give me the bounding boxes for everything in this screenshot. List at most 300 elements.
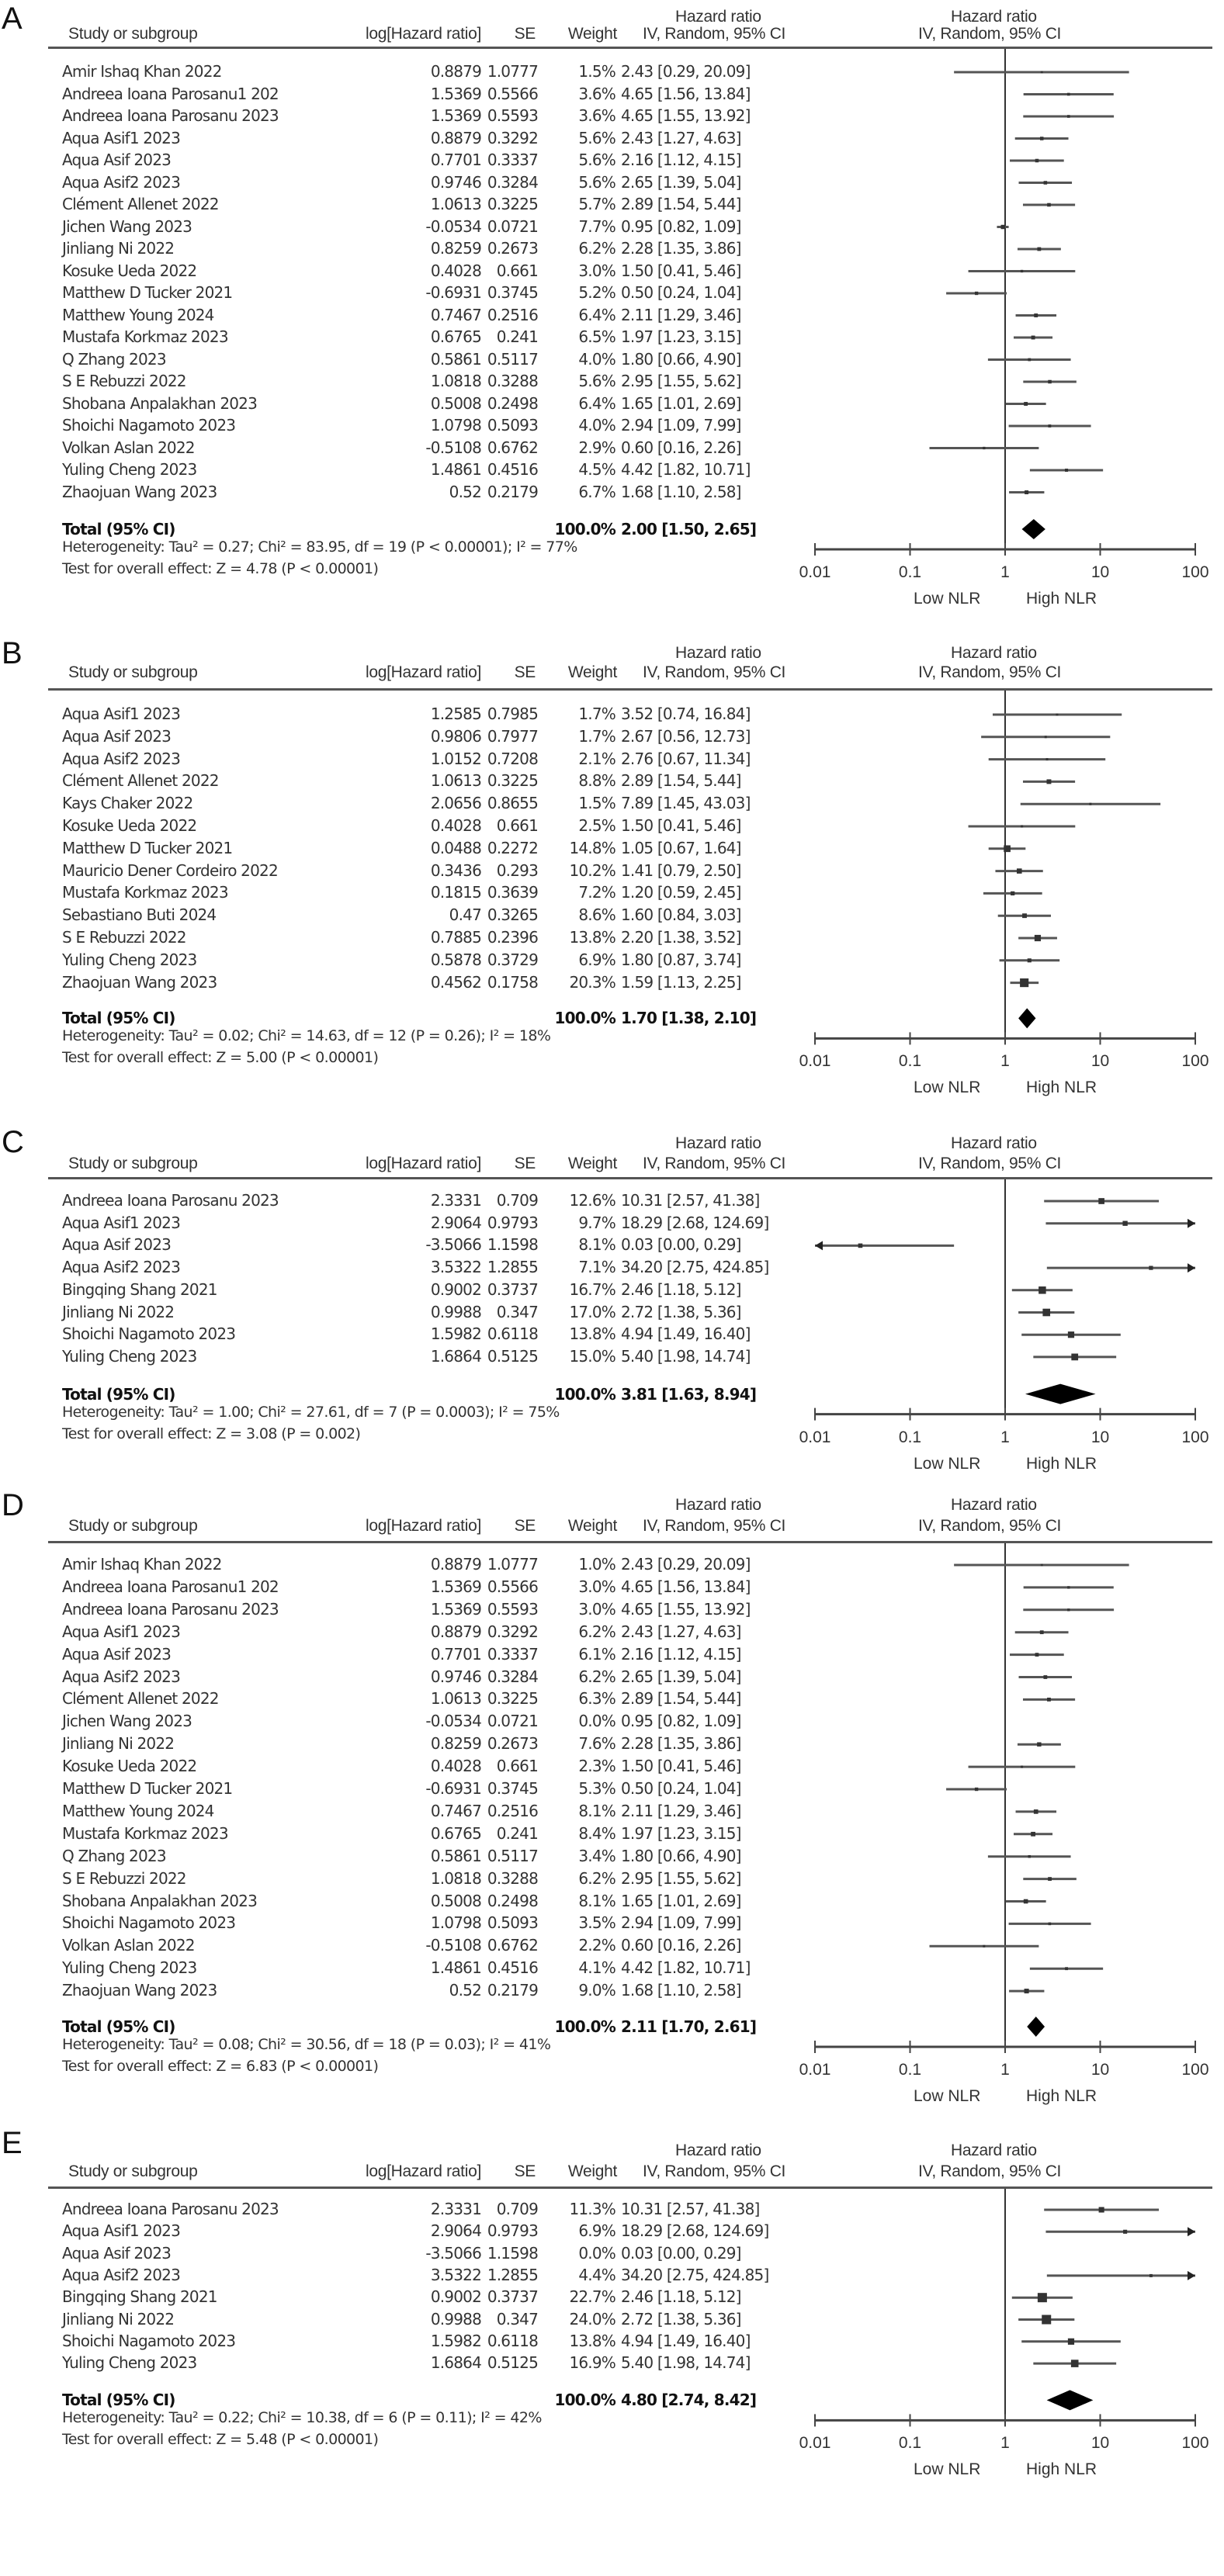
point-estimate: [1049, 1923, 1052, 1926]
study-ci: 2.11 [1.29, 3.46]: [621, 1801, 741, 1820]
study-loghr: -0.0534: [425, 216, 481, 236]
study-loghr: 0.8879: [430, 1622, 481, 1641]
overall-effect-text: Test for overall effect: Z = 4.78 (P < 0.00001): [62, 560, 379, 577]
study-weight: 0.0%: [578, 2243, 615, 2263]
study-weight: 6.2%: [578, 1868, 615, 1888]
header-hr-2: IV, Random, 95% CI: [643, 1517, 786, 1535]
total-label: Total (95% CI): [62, 1009, 175, 1028]
study-weight: 9.7%: [578, 1213, 615, 1232]
x-tick-label: 10: [1091, 1428, 1110, 1446]
study-weight: 15.0%: [569, 1346, 615, 1366]
study-name: Shoichi Nagamoto 2023: [62, 1913, 236, 1933]
heterogeneity-text: Heterogeneity: Tau² = 0.02; Chi² = 14.63, df = 12 (P = 0.26); I² = 18%: [62, 1027, 551, 1045]
study-loghr: 0.1815: [430, 883, 481, 902]
point-estimate: [1041, 71, 1043, 74]
header-plot-2: IV, Random, 95% CI: [918, 663, 1062, 681]
study-loghr: 1.0613: [430, 195, 481, 213]
study-loghr: 0.5861: [430, 349, 481, 369]
point-estimate: [1040, 1630, 1044, 1634]
study-ci: 2.46 [1.18, 5.12]: [621, 2287, 741, 2307]
header-hr-1: Hazard ratio: [675, 2141, 761, 2159]
point-estimate: [1035, 935, 1041, 941]
study-weight: 6.5%: [578, 327, 615, 346]
study-name: Andreea Ioana Parosanu 2023: [62, 1599, 279, 1619]
study-loghr: 0.3436: [430, 860, 481, 880]
point-estimate: [1067, 1608, 1070, 1611]
study-name: Jinliang Ni 2022: [62, 1302, 175, 1321]
study-loghr: 0.9988: [430, 1302, 481, 1321]
study-weight: 1.0%: [578, 1555, 615, 1574]
study-ci: 1.50 [0.41, 5.46]: [621, 261, 741, 280]
study-se: 0.6118: [487, 2331, 538, 2350]
study-loghr: 1.0798: [430, 1913, 481, 1933]
study-ci: 1.50 [0.41, 5.46]: [621, 816, 741, 835]
study-weight: 17.0%: [569, 1302, 615, 1321]
point-estimate: [1046, 758, 1049, 760]
study-name: Shobana Anpalakhan 2023: [62, 393, 258, 413]
study-name: Shobana Anpalakhan 2023: [62, 1891, 258, 1910]
study-se: 0.661: [496, 1757, 538, 1776]
study-loghr: 1.5369: [430, 84, 481, 103]
favours-left-label: Low NLR: [914, 2087, 981, 2105]
study-se: 0.2179: [487, 482, 538, 501]
study-loghr: 1.0613: [430, 1689, 481, 1709]
study-ci: 18.29 [2.68, 124.69]: [621, 2221, 769, 2241]
study-loghr: 1.5369: [430, 1577, 481, 1596]
study-se: 0.0721: [487, 216, 538, 236]
total-label: Total (95% CI): [62, 1384, 175, 1404]
x-tick-label: 1: [1000, 2061, 1010, 2079]
study-loghr: 0.7467: [430, 305, 481, 324]
study-name: S E Rebuzzi 2022: [62, 372, 186, 390]
point-estimate: [1011, 892, 1014, 895]
header-loghr: log[Hazard ratio]: [366, 2162, 481, 2180]
study-se: 0.3225: [487, 195, 538, 213]
study-ci: 2.28 [1.35, 3.86]: [621, 1734, 741, 1754]
study-ci: 4.65 [1.55, 13.92]: [621, 106, 751, 125]
point-estimate: [1037, 248, 1041, 251]
study-name: Aqua Asif 2023: [62, 1644, 172, 1664]
study-ci: 1.65 [1.01, 2.69]: [621, 1891, 741, 1910]
study-name: Kosuke Ueda 2022: [62, 1757, 197, 1776]
total-weight: 100.0%: [554, 2391, 615, 2410]
study-loghr: 2.9064: [430, 2221, 481, 2241]
study-se: 0.6118: [487, 1324, 538, 1344]
study-ci: 4.65 [1.56, 13.84]: [621, 1577, 751, 1596]
study-name: Matthew Young 2024: [62, 1801, 214, 1820]
study-se: 0.3284: [487, 1667, 538, 1686]
study-ci: 1.68 [1.10, 2.58]: [621, 482, 741, 501]
study-name: Jinliang Ni 2022: [62, 1734, 175, 1754]
study-weight: 12.6%: [569, 1191, 615, 1210]
study-name: Bingqing Shang 2021: [62, 2287, 217, 2307]
total-weight: 100.0%: [554, 2017, 615, 2036]
study-se: 0.5117: [487, 1846, 538, 1865]
point-estimate: [1043, 1675, 1047, 1679]
study-loghr: -0.6931: [425, 283, 481, 302]
header-loghr: log[Hazard ratio]: [366, 663, 481, 681]
x-tick-label: 100: [1181, 1052, 1209, 1071]
study-loghr: 1.6864: [430, 2353, 481, 2373]
x-tick-label: 0.01: [799, 1428, 831, 1446]
point-estimate: [1149, 2274, 1153, 2277]
study-weight: 2.5%: [578, 816, 615, 835]
point-estimate: [1021, 270, 1023, 272]
study-se: 1.0777: [487, 62, 538, 81]
point-estimate: [1067, 115, 1070, 118]
total-label: Total (95% CI): [62, 2017, 175, 2036]
total-ci: 2.11 [1.70, 2.61]: [621, 2017, 757, 2036]
forest-panel-e: [0, 2079, 1224, 2576]
study-name: Matthew D Tucker 2021: [62, 1779, 233, 1798]
study-name: Q Zhang 2023: [62, 349, 166, 369]
arrow-right-icon: [1188, 2271, 1195, 2280]
total-ci: 4.80 [2.74, 8.42]: [621, 2391, 757, 2410]
study-se: 0.661: [496, 816, 538, 835]
study-name: Aqua Asif1 2023: [62, 2221, 180, 2241]
header-study: Study or subgroup: [68, 1155, 198, 1172]
total-label: Total (95% CI): [62, 520, 175, 538]
study-weight: 11.3%: [569, 2200, 615, 2218]
study-ci: 2.76 [0.67, 11.34]: [621, 749, 751, 768]
study-ci: 1.60 [0.84, 3.03]: [621, 905, 741, 925]
header-plot-1: Hazard ratio: [951, 1134, 1037, 1152]
study-loghr: -0.0534: [425, 1712, 481, 1731]
study-se: 0.9793: [487, 2221, 538, 2241]
study-ci: 1.97 [1.23, 3.15]: [621, 1823, 741, 1843]
study-weight: 7.1%: [578, 1258, 615, 1277]
study-ci: 1.20 [0.59, 2.45]: [621, 883, 741, 902]
study-loghr: 0.9002: [430, 2287, 481, 2307]
study-weight: 6.2%: [578, 1622, 615, 1641]
point-estimate: [1024, 402, 1028, 406]
study-loghr: 0.7701: [430, 151, 481, 169]
study-loghr: 1.5982: [430, 1324, 481, 1344]
study-se: 0.2498: [487, 393, 538, 413]
study-loghr: 0.7467: [430, 1801, 481, 1820]
study-se: 0.2179: [487, 1981, 538, 2000]
study-name: Yuling Cheng 2023: [62, 1958, 197, 1978]
header-weight: Weight: [567, 1155, 617, 1172]
study-se: 0.5125: [487, 2353, 538, 2373]
study-name: Aqua Asif 2023: [62, 151, 172, 169]
study-se: 0.5093: [487, 1913, 538, 1933]
header-loghr: log[Hazard ratio]: [366, 1517, 481, 1535]
header-se: SE: [514, 25, 536, 43]
heterogeneity-text: Heterogeneity: Tau² = 0.27; Chi² = 83.95, df = 19 (P < 0.00001); I² = 77%: [62, 538, 577, 556]
arrow-left-icon: [815, 1241, 823, 1250]
header-plot-2: IV, Random, 95% CI: [918, 1155, 1062, 1172]
study-ci: 2.95 [1.55, 5.62]: [621, 372, 741, 390]
point-estimate: [1068, 2339, 1074, 2345]
study-ci: 0.03 [0.00, 0.29]: [621, 1235, 741, 1255]
header-plot-1: Hazard ratio: [951, 1496, 1037, 1514]
study-weight: 2.9%: [578, 438, 615, 457]
study-ci: 4.94 [1.49, 16.40]: [621, 1324, 751, 1344]
study-ci: 2.11 [1.29, 3.46]: [621, 305, 741, 324]
study-se: 0.3337: [487, 1644, 538, 1664]
study-weight: 3.5%: [578, 1913, 615, 1933]
study-name: Aqua Asif1 2023: [62, 1213, 180, 1232]
header-se: SE: [514, 1155, 536, 1172]
point-estimate: [1067, 1586, 1070, 1588]
study-loghr: 0.8879: [430, 128, 481, 147]
point-estimate: [1089, 803, 1091, 805]
study-weight: 7.2%: [578, 883, 615, 902]
study-name: Yuling Cheng 2023: [62, 950, 197, 969]
study-se: 0.9793: [487, 1213, 538, 1232]
point-estimate: [1071, 2360, 1079, 2367]
study-ci: 2.46 [1.18, 5.12]: [621, 1279, 741, 1299]
study-loghr: 2.3331: [430, 1191, 481, 1210]
study-ci: 0.50 [0.24, 1.04]: [621, 283, 741, 302]
study-loghr: 2.3331: [430, 2200, 481, 2218]
study-se: 0.3288: [487, 372, 538, 390]
study-se: 0.3265: [487, 905, 538, 925]
study-weight: 1.5%: [578, 62, 615, 81]
study-loghr: 0.8879: [430, 62, 481, 81]
point-estimate: [1017, 868, 1022, 874]
study-loghr: 2.0656: [430, 794, 481, 813]
header-weight: Weight: [567, 2162, 617, 2180]
study-loghr: 1.5369: [430, 106, 481, 125]
study-ci: 2.89 [1.54, 5.44]: [621, 195, 741, 213]
study-name: Jinliang Ni 2022: [62, 239, 175, 258]
forest-plot-area: [0, 1459, 1224, 1955]
panel-label: B: [2, 636, 23, 670]
study-weight: 4.5%: [578, 460, 615, 479]
study-name: Kosuke Ueda 2022: [62, 816, 197, 835]
header-se: SE: [514, 1517, 536, 1535]
favours-left-label: Low NLR: [914, 1079, 981, 1097]
study-loghr: 0.9806: [430, 726, 481, 746]
point-estimate: [1022, 913, 1027, 918]
study-se: 0.5117: [487, 349, 538, 369]
study-name: Andreea Ioana Parosanu 2023: [62, 106, 279, 125]
point-estimate: [1071, 1354, 1078, 1361]
study-weight: 5.2%: [578, 283, 615, 302]
study-ci: 18.29 [2.68, 124.69]: [621, 1213, 769, 1232]
study-ci: 2.95 [1.55, 5.62]: [621, 1868, 741, 1888]
study-name: Aqua Asif2 2023: [62, 1667, 180, 1686]
header-se: SE: [514, 663, 536, 681]
study-name: Volkan Aslan 2022: [62, 1936, 195, 1955]
study-se: 0.0721: [487, 1712, 538, 1731]
study-name: Bingqing Shang 2021: [62, 1279, 217, 1299]
point-estimate: [1149, 1266, 1153, 1270]
point-estimate: [1041, 1564, 1043, 1567]
header-loghr: log[Hazard ratio]: [366, 25, 481, 43]
study-name: Andreea Ioana Parosanu 2023: [62, 1191, 279, 1210]
study-name: Jichen Wang 2023: [62, 1712, 192, 1731]
point-estimate: [1025, 1989, 1029, 1993]
study-se: 0.7208: [487, 749, 538, 768]
point-estimate: [1028, 358, 1031, 362]
study-loghr: 0.8259: [430, 1734, 481, 1754]
heterogeneity-text: Heterogeneity: Tau² = 1.00; Chi² = 27.61, df = 7 (P = 0.0003); I² = 75%: [62, 1403, 560, 1421]
study-ci: 1.97 [1.23, 3.15]: [621, 327, 741, 346]
study-loghr: 3.5322: [430, 1258, 481, 1277]
study-weight: 13.8%: [569, 2331, 615, 2350]
x-tick-label: 0.1: [898, 2434, 922, 2453]
study-ci: 2.43 [0.29, 20.09]: [621, 62, 751, 81]
overall-effect-text: Test for overall effect: Z = 3.08 (P = 0.002): [62, 1425, 361, 1442]
study-ci: 5.40 [1.98, 14.74]: [621, 2353, 751, 2373]
study-ci: 0.60 [0.16, 2.26]: [621, 438, 741, 457]
study-weight: 6.4%: [578, 305, 615, 324]
forest-panel-b: [0, 605, 1224, 1102]
heterogeneity-text: Heterogeneity: Tau² = 0.08; Chi² = 30.56, df = 18 (P = 0.03); I² = 41%: [62, 2036, 551, 2053]
point-estimate: [1001, 225, 1005, 229]
study-ci: 1.65 [1.01, 2.69]: [621, 393, 741, 413]
header-hr-1: Hazard ratio: [675, 8, 761, 26]
study-loghr: 1.0613: [430, 771, 481, 791]
study-weight: 3.4%: [578, 1846, 615, 1865]
point-estimate: [1035, 159, 1039, 163]
study-ci: 2.67 [0.56, 12.73]: [621, 726, 751, 746]
study-se: 0.2516: [487, 305, 538, 324]
header-hr-2: IV, Random, 95% CI: [643, 1155, 786, 1172]
header-weight: Weight: [567, 25, 617, 43]
x-tick-label: 0.1: [898, 563, 922, 581]
point-estimate: [1021, 825, 1023, 827]
study-ci: 1.59 [1.13, 2.25]: [621, 972, 741, 992]
study-weight: 9.0%: [578, 1981, 615, 2000]
study-name: Aqua Asif 2023: [62, 1235, 172, 1255]
total-weight: 100.0%: [554, 1009, 615, 1028]
study-weight: 5.6%: [578, 372, 615, 390]
study-ci: 7.89 [1.45, 43.03]: [621, 794, 751, 813]
study-name: Matthew D Tucker 2021: [62, 838, 233, 857]
study-loghr: 1.4861: [430, 460, 481, 479]
study-ci: 1.80 [0.66, 4.90]: [621, 349, 741, 369]
study-weight: 8.6%: [578, 905, 615, 925]
study-name: Aqua Asif 2023: [62, 726, 172, 746]
x-tick-label: 1: [1000, 1052, 1010, 1071]
study-name: Amir Ishaq Khan 2022: [62, 1555, 222, 1574]
study-se: 1.0777: [487, 1555, 538, 1574]
point-estimate: [983, 1945, 985, 1948]
point-estimate: [1048, 424, 1051, 428]
point-estimate: [1067, 93, 1070, 96]
study-weight: 1.5%: [578, 794, 615, 813]
study-name: Kays Chaker 2022: [62, 794, 193, 813]
point-estimate: [1028, 1855, 1032, 1858]
point-estimate: [1040, 137, 1044, 140]
study-loghr: 1.5369: [430, 1599, 481, 1619]
x-tick-label: 100: [1181, 2434, 1209, 2453]
point-estimate: [1024, 1899, 1028, 1904]
panel-label: E: [2, 2126, 23, 2160]
x-tick-label: 10: [1091, 2061, 1110, 2079]
point-estimate: [1045, 736, 1047, 738]
x-tick-label: 1: [1000, 563, 1010, 581]
study-weight: 4.0%: [578, 416, 615, 435]
study-name: Sebastiano Buti 2024: [62, 905, 217, 925]
favours-left-label: Low NLR: [914, 590, 981, 608]
forest-plot-area: [0, 605, 1224, 1102]
study-ci: 4.42 [1.82, 10.71]: [621, 460, 751, 479]
study-loghr: 0.8259: [430, 239, 481, 258]
study-loghr: -0.5108: [425, 1936, 481, 1955]
study-name: Aqua Asif2 2023: [62, 172, 180, 192]
heterogeneity-text: Heterogeneity: Tau² = 0.22; Chi² = 10.38, df = 6 (P = 0.11); I² = 42%: [62, 2409, 542, 2427]
study-se: 0.4516: [487, 460, 538, 479]
study-loghr: -3.5066: [425, 1235, 481, 1255]
study-name: Clément Allenet 2022: [62, 195, 219, 213]
study-se: 1.2855: [487, 1258, 538, 1277]
header-plot-2: IV, Random, 95% CI: [918, 25, 1062, 43]
study-ci: 4.65 [1.56, 13.84]: [621, 84, 751, 103]
study-ci: 34.20 [2.75, 424.85]: [621, 2265, 769, 2284]
study-name: Mauricio Dener Cordeiro 2022: [62, 860, 278, 880]
study-loghr: 0.5008: [430, 1891, 481, 1910]
study-name: Q Zhang 2023: [62, 1846, 166, 1865]
study-se: 0.709: [496, 2200, 538, 2218]
study-weight: 8.4%: [578, 1823, 615, 1843]
overall-effect-text: Test for overall effect: Z = 6.83 (P < 0.00001): [62, 2058, 379, 2075]
study-weight: 2.1%: [578, 749, 615, 768]
point-estimate: [1099, 2207, 1104, 2212]
study-name: Yuling Cheng 2023: [62, 460, 197, 479]
study-se: 1.2855: [487, 2265, 538, 2284]
study-weight: 2.3%: [578, 1757, 615, 1776]
x-tick-label: 0.1: [898, 2061, 922, 2079]
study-ci: 2.16 [1.12, 4.15]: [621, 151, 741, 169]
header-hr-2: IV, Random, 95% CI: [643, 663, 786, 681]
study-weight: 16.7%: [569, 1279, 615, 1299]
study-name: Aqua Asif2 2023: [62, 1258, 180, 1277]
study-weight: 5.3%: [578, 1779, 615, 1798]
arrow-right-icon: [1188, 2227, 1195, 2236]
study-loghr: 0.9746: [430, 172, 481, 192]
study-name: Mustafa Korkmaz 2023: [62, 1823, 228, 1843]
study-loghr: 1.5982: [430, 2331, 481, 2350]
study-se: 0.3737: [487, 2287, 538, 2307]
x-tick-label: 100: [1181, 2061, 1209, 2079]
point-estimate: [1025, 490, 1028, 494]
study-weight: 13.8%: [569, 1324, 615, 1344]
header-plot-2: IV, Random, 95% CI: [918, 2162, 1062, 2180]
point-estimate: [1047, 203, 1051, 207]
study-weight: 10.2%: [569, 860, 615, 880]
study-weight: 6.2%: [578, 239, 615, 258]
header-plot-2: IV, Random, 95% CI: [918, 1517, 1062, 1535]
study-ci: 2.43 [0.29, 20.09]: [621, 1555, 751, 1574]
study-se: 0.2498: [487, 1891, 538, 1910]
study-se: 0.347: [496, 2309, 538, 2328]
study-loghr: 0.5008: [430, 393, 481, 413]
study-name: Volkan Aslan 2022: [62, 438, 195, 457]
study-ci: 1.05 [0.67, 1.64]: [621, 838, 741, 857]
study-name: Andreea Ioana Parosanu1 202: [62, 1577, 279, 1596]
study-ci: 1.80 [0.66, 4.90]: [621, 1846, 741, 1865]
x-tick-label: 1: [1000, 1428, 1010, 1446]
point-estimate: [1048, 380, 1052, 384]
study-ci: 10.31 [2.57, 41.38]: [621, 2200, 760, 2218]
study-weight: 6.9%: [578, 950, 615, 969]
study-loghr: 0.52: [449, 482, 481, 501]
study-ci: 1.50 [0.41, 5.46]: [621, 1757, 741, 1776]
study-weight: 6.4%: [578, 393, 615, 413]
point-estimate: [1056, 714, 1058, 716]
header-weight: Weight: [567, 1517, 617, 1535]
x-tick-label: 0.1: [898, 1428, 922, 1446]
point-estimate: [1123, 2230, 1127, 2234]
header-se: SE: [514, 2162, 536, 2180]
point-estimate: [858, 1244, 863, 1248]
study-weight: 3.0%: [578, 1577, 615, 1596]
